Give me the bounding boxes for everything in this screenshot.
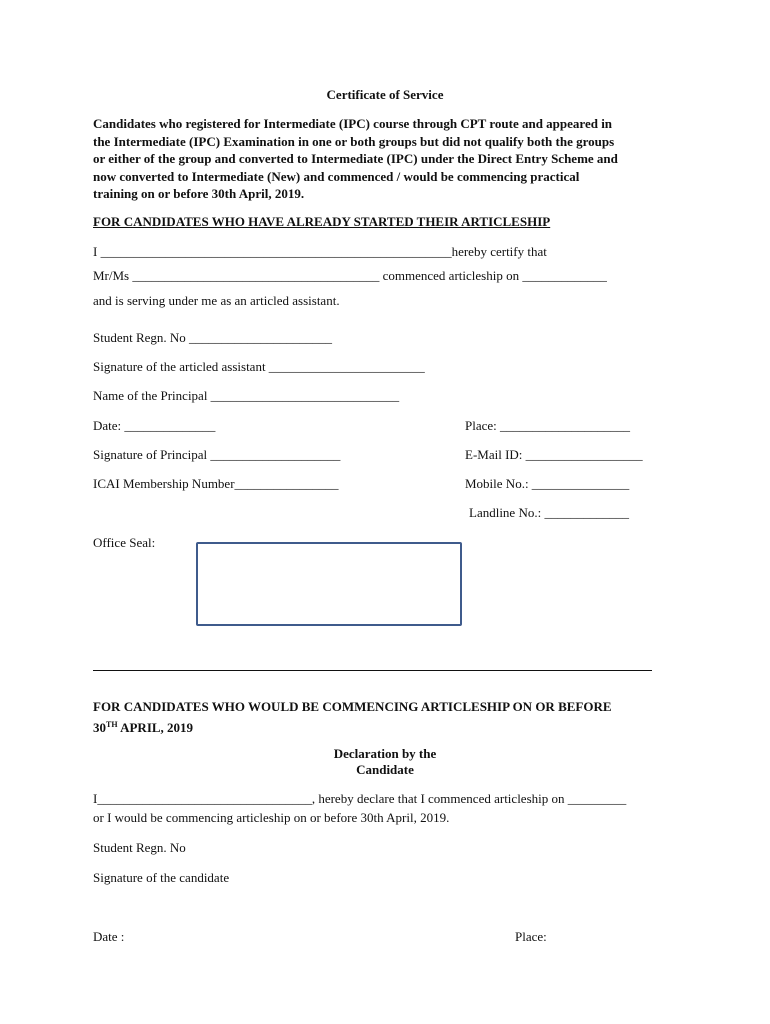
- intro-line: the Intermediate (IPC) Examination in one or both groups but did not qualify both the groups: [93, 133, 615, 149]
- declaration-line1: Declaration by the: [333, 746, 437, 761]
- declaration-heading: [0, 746, 770, 778]
- student-regn-field[interactable]: Student Regn. No ______________________: [93, 330, 333, 345]
- certify-line[interactable]: I ______________________________________________________hereby certify that: [93, 244, 547, 259]
- heading-rest: APRIL, 2019: [117, 720, 194, 735]
- date-field[interactable]: Date: ______________: [93, 418, 216, 433]
- declare-line[interactable]: I_________________________________, hereby declare that I commenced articleship on _________: [93, 791, 627, 806]
- landline-field[interactable]: Landline No.: _____________: [469, 505, 629, 520]
- commencing-line: or I would be commencing articleship on or before 30th April, 2019.: [93, 810, 450, 825]
- candidate-regn-field[interactable]: Student Regn. No: [93, 840, 186, 855]
- serving-line: and is serving under me as an articled assistant.: [93, 293, 340, 308]
- declaration-line2: Candidate: [356, 762, 414, 777]
- place-field[interactable]: Place: ____________________: [465, 418, 631, 433]
- section-divider: [93, 670, 652, 671]
- heading-superscript: TH: [106, 720, 118, 729]
- office-seal-label: Office Seal:: [93, 535, 156, 550]
- candidate-date-field[interactable]: Date :: [93, 929, 125, 944]
- office-seal-box[interactable]: [196, 542, 462, 626]
- intro-line: Candidates who registered for Intermediate (IPC) course through CPT route and appeared in: [93, 116, 613, 131]
- assistant-signature-field[interactable]: Signature of the articled assistant ________________________: [93, 359, 425, 374]
- intro-line: training on or before 30th April, 2019.: [93, 186, 305, 201]
- section2-heading-line1: FOR CANDIDATES WHO WOULD BE COMMENCING ARTICLESHIP ON OR BEFORE: [93, 699, 612, 714]
- intro-paragraph: [93, 115, 683, 203]
- candidate-place-field[interactable]: Place:: [515, 929, 547, 944]
- email-field[interactable]: E-Mail ID: __________________: [465, 447, 643, 462]
- candidate-signature-field[interactable]: Signature of the candidate: [93, 870, 230, 885]
- intro-line: or either of the group and converted to Intermediate (IPC) under the Direct Entry Scheme and: [93, 151, 618, 166]
- section1-heading: FOR CANDIDATES WHO HAVE ALREADY STARTED THEIR ARTICLESHIP: [93, 214, 551, 229]
- section2-heading-line2: [93, 716, 612, 737]
- intro-line: now converted to Intermediate (New) and commenced / would be commencing practical: [93, 168, 580, 184]
- membership-number-field[interactable]: ICAI Membership Number________________: [93, 476, 339, 491]
- section2-heading: [93, 698, 612, 737]
- mobile-field[interactable]: Mobile No.: _______________: [465, 476, 630, 491]
- heading-day: 30: [93, 720, 106, 735]
- principal-signature-field[interactable]: Signature of Principal ____________________: [93, 447, 341, 462]
- mr-ms-line[interactable]: Mr/Ms ______________________________________ commenced articleship on _____________: [93, 268, 607, 283]
- principal-name-field[interactable]: Name of the Principal _____________________________: [93, 388, 400, 403]
- page-title: Certificate of Service: [326, 87, 444, 102]
